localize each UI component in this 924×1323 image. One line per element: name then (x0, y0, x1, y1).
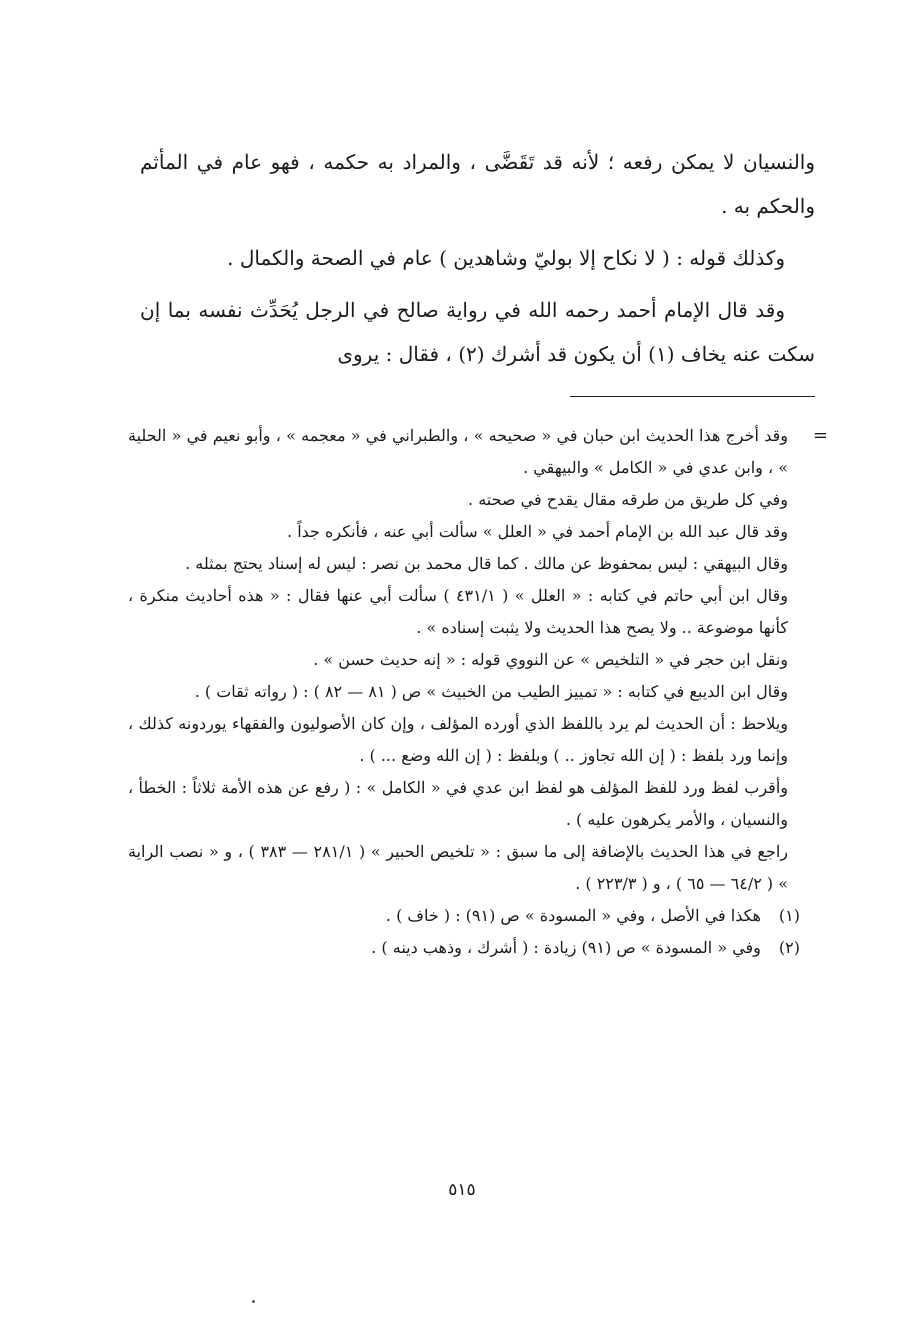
footnote-line: وأقرب لفظ ورد للفظ المؤلف هو لفظ ابن عدي في « الكامل » : ( رفع عن هذه الأمة ثلاثاً : الخطأ ، والنسيان ، والأمر يكرهون عليه ) . (128, 778, 788, 829)
footnotes (128, 420, 828, 964)
footnote-line: راجع في هذا الحديث بالإضافة إلى ما سبق : « تلخيص الحبير » ( ٢٨١/١ — ٣٨٣ ) ، و « نصب الراية » ( ٦٤/٢ — ٦٥ ) ، و ( ٢٢٣/٣ ) . (128, 842, 789, 893)
main-paragraph-3: وقد قال الإمام أحمد رحمه الله في رواية صالح في الرجل يُحَدِّث نفسه بما إن سكت عنه يخاف (١) أن يكون قد أشرك (٢) ، فقال : يروى (140, 298, 815, 366)
scan-speck (252, 1300, 255, 1303)
main-text (140, 140, 815, 384)
footnote-1-number: (١) (778, 906, 800, 925)
footnote-line: وفي كل طريق من طرقه مقال يقدح في صحته . (468, 490, 788, 509)
footnote-line: وقد أخرج هذا الحديث ابن حبان في « صحيحه » ، والطبراني في « معجمه » ، وأبو نعيم في « الحلية » ، وابن عدي في « الكامل » والبيهقي . (128, 426, 788, 477)
footnote-line: وقال البيهقي : ليس بمحفوظ عن مالك . كما قال محمد بن نصر : ليس له إسناد يحتج بمثله . (185, 554, 788, 573)
main-paragraph-1: والنسيان لا يمكن رفعه ؛ لأنه قد تَقَضَّى ، والمراد به حكمه ، فهو عام في المأثم والحكم به . (140, 150, 815, 218)
main-paragraph-2: وكذلك قوله : ( لا نكاح إلا بوليّ وشاهدين ) عام في الصحة والكمال . (227, 246, 785, 270)
footnote-2-number: (٢) (778, 938, 800, 957)
footnote-line: وقال ابن الديبع في كتابه : « تمييز الطيب من الخبيث » ص ( ٨١ — ٨٢ ) : ( رواته ثقات ) . (194, 682, 788, 701)
footnote-1-text: هكذا في الأصل ، وفي « المسودة » ص (٩١) : ( خاف ) . (385, 906, 761, 925)
footnote-line: وقال ابن أبي حاتم في كتابه : « العلل » ( ٤٣١/١ ) سألت أبي عنها فقال : « هذه أحاديث منكرة ، كأنها موضوعة .. ولا يصح هذا الحديث ولا يثبت إسناده » . (128, 586, 788, 637)
footnote-continuation (128, 420, 828, 900)
footnote-line: وقد قال عبد الله بن الإمام أحمد في « العلل » سألت أبي عنه ، فأنكره جداً . (287, 522, 788, 541)
footnote-line: ويلاحظ : أن الحديث لم يرد باللفظ الذي أورده المؤلف ، وإن كان الأصوليون والفقهاء يوردونه كذلك ، وإنما ورد بلفظ : ( إن الله تجاوز .. ) وبلفظ : ( إن الله وضع ... ) . (128, 714, 788, 765)
page-number: ٥١٥ (448, 1180, 476, 1200)
continuation-mark: = (812, 425, 828, 446)
footnote-2-text: وفي « المسودة » ص (٩١) زيادة : ( أشرك ، وذهب دينه ) . (371, 938, 761, 957)
footnote-2 (128, 932, 800, 964)
footnote-line: ونقل ابن حجر في « التلخيص » عن النووي قوله : « إنه حديث حسن » . (313, 650, 788, 669)
footnote-divider (570, 396, 815, 397)
footnote-1 (128, 900, 800, 932)
